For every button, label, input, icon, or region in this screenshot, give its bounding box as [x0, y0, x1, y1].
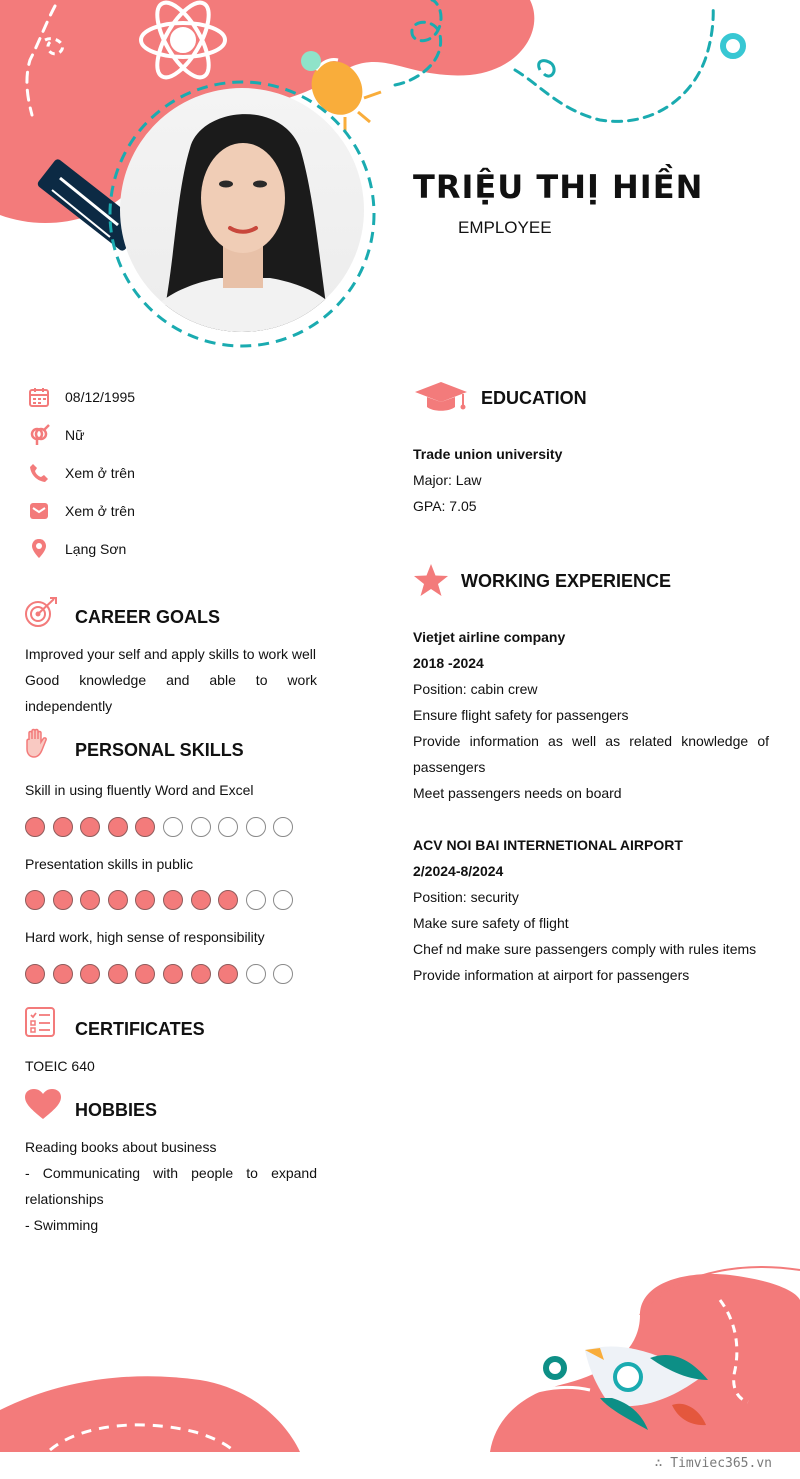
career-goal-line: Improved your self and apply skills to work well — [25, 646, 317, 662]
job-duty: Make sure safety of flight — [413, 915, 569, 931]
skill-rating — [25, 817, 293, 837]
job-duty: Provide information at airport for passengers — [413, 967, 690, 983]
job-duty: Meet passengers needs on board — [413, 785, 622, 801]
target-icon — [24, 596, 58, 630]
rating-dot-filled — [80, 890, 100, 910]
major: Major: Law — [413, 472, 482, 488]
company-name: Vietjet airline company — [413, 629, 566, 645]
rating-dot-empty — [246, 964, 266, 984]
job-duty: Chef nd make sure passengers comply with rules items — [413, 941, 757, 957]
rating-dot-empty — [246, 817, 266, 837]
rating-dot-empty — [246, 890, 266, 910]
rating-dot-filled — [191, 890, 211, 910]
rating-dot-filled — [108, 964, 128, 984]
hobby-line: - Swimming — [25, 1217, 99, 1233]
personal-skills-title: PERSONAL SKILLS — [75, 740, 244, 760]
job-duty: Provide information as well as related knowledge of passengers — [413, 733, 769, 775]
hobby-line: - Communicating with people to expand relationships — [25, 1165, 317, 1207]
skill-rating — [25, 890, 293, 910]
birthday-row — [28, 385, 135, 409]
school-name: Trade union university — [413, 446, 563, 462]
rating-dot-filled — [80, 817, 100, 837]
watermark: ∴ Timviec365.vn — [654, 1456, 772, 1471]
rating-dot-filled — [25, 890, 45, 910]
education-details — [413, 441, 562, 519]
rating-dot-empty — [273, 964, 293, 984]
graduation-cap-icon — [413, 380, 469, 414]
education-title: EDUCATION — [481, 388, 587, 408]
job-entry — [413, 832, 783, 988]
rating-dot-empty — [218, 817, 238, 837]
rating-dot-filled — [53, 964, 73, 984]
rating-dot-filled — [163, 890, 183, 910]
rating-dot-filled — [218, 890, 238, 910]
skill-label: Presentation skills in public — [25, 856, 194, 872]
hobbies-text — [25, 1134, 317, 1238]
phone-icon — [28, 462, 50, 484]
rating-dot-empty — [163, 817, 183, 837]
rating-dot-filled — [80, 964, 100, 984]
rating-dot-filled — [25, 817, 45, 837]
rating-dot-filled — [191, 964, 211, 984]
skill-rating — [25, 964, 293, 984]
rating-dot-empty — [191, 817, 211, 837]
rating-dot-filled — [135, 817, 155, 837]
rating-dot-empty — [273, 817, 293, 837]
location-pin-icon — [28, 538, 50, 560]
job-title: EMPLOYEE — [458, 218, 552, 237]
company-name: ACV NOI BAI INTERNETIONAL AIRPORT — [413, 837, 683, 853]
job-period: 2018 -2024 — [413, 655, 484, 671]
candidate-name: TRIỆU THỊ HIỀN — [413, 168, 704, 206]
rating-dot-filled — [135, 890, 155, 910]
career-goals-text — [25, 641, 317, 719]
email-text: Xem ở trên — [65, 503, 135, 519]
skill-label: Hard work, high sense of responsibility — [25, 929, 265, 945]
address-text: Lạng Sơn — [65, 541, 127, 557]
rating-dot-filled — [163, 964, 183, 984]
job-position: Position: security — [413, 889, 519, 905]
address-row — [28, 537, 126, 561]
gender-row — [28, 423, 84, 447]
rating-dot-filled — [135, 964, 155, 984]
birthday-text: 08/12/1995 — [65, 389, 136, 405]
certificates-title: CERTIFICATES — [75, 1019, 205, 1039]
gpa: GPA: 7.05 — [413, 498, 477, 514]
phone-text: Xem ở trên — [65, 465, 135, 481]
heart-icon — [24, 1088, 62, 1120]
rating-dot-filled — [108, 890, 128, 910]
rating-dot-filled — [25, 964, 45, 984]
rating-dot-empty — [273, 890, 293, 910]
job-entry — [413, 624, 769, 806]
checklist-icon — [24, 1006, 56, 1038]
job-period: 2/2024-8/2024 — [413, 863, 504, 879]
hobbies-title: HOBBIES — [75, 1100, 158, 1120]
career-goals-title: CAREER GOALS — [75, 607, 221, 627]
calendar-icon — [28, 386, 50, 408]
profile-photo — [120, 88, 364, 332]
email-row — [28, 499, 135, 523]
rating-dot-filled — [53, 890, 73, 910]
phone-row — [28, 461, 135, 485]
rating-dot-filled — [53, 817, 73, 837]
hobby-line: Reading books about business — [25, 1139, 217, 1155]
certificates-text: TOEIC 640 — [25, 1058, 95, 1074]
hand-icon — [24, 728, 48, 760]
gender-icon — [28, 424, 50, 446]
career-goal-line: Good knowledge and able to work independently — [25, 672, 317, 714]
skill-label: Skill in using fluently Word and Excel — [25, 782, 254, 798]
job-position: Position: cabin crew — [413, 681, 538, 697]
job-duty: Ensure flight safety for passengers — [413, 707, 629, 723]
star-icon — [413, 563, 449, 597]
rating-dot-filled — [218, 964, 238, 984]
email-icon — [28, 500, 50, 522]
gender-text: Nữ — [65, 427, 85, 443]
rating-dot-filled — [108, 817, 128, 837]
working-experience-title: WORKING EXPERIENCE — [461, 571, 672, 591]
